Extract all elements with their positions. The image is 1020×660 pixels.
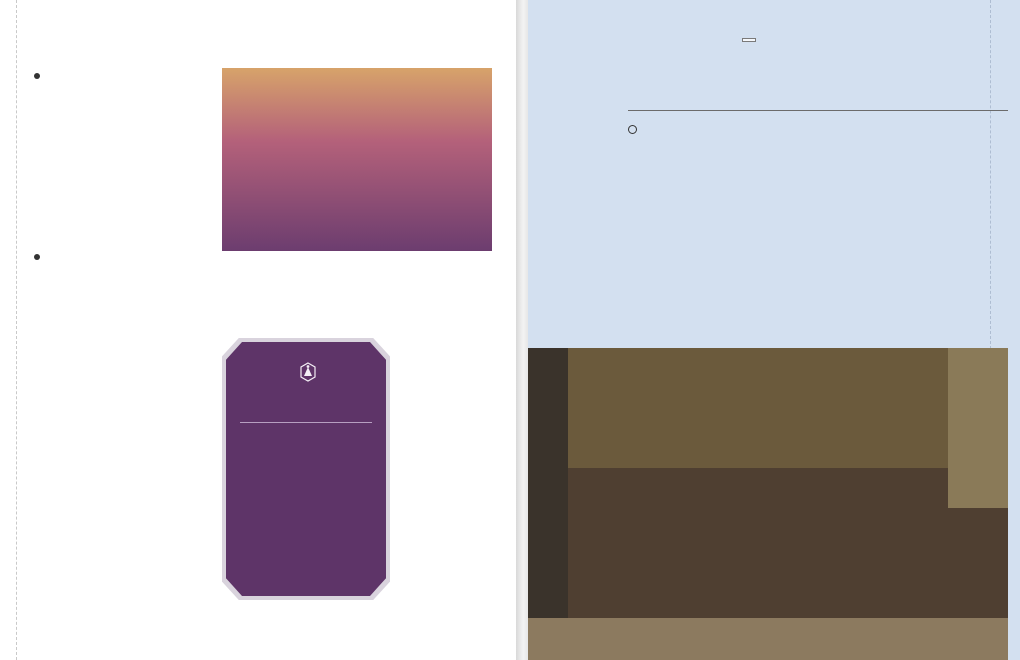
lets-party-box [222, 338, 390, 600]
ring-bullet-icon [628, 125, 637, 134]
section-heading-wititi [34, 253, 44, 262]
bullet-icon [34, 254, 40, 260]
party-divider [240, 422, 372, 423]
quinceanera-photo [222, 68, 492, 251]
kihnu-women-photo [528, 348, 1008, 660]
title-underline [628, 110, 1008, 111]
section-heading-quinceanera [34, 72, 44, 81]
month-label-right [742, 38, 756, 42]
margin-guide [16, 0, 17, 660]
bullet-icon [34, 73, 40, 79]
book-spine [516, 0, 528, 660]
section-heading-kihnu [628, 125, 641, 135]
party-hat-icon [298, 362, 318, 382]
